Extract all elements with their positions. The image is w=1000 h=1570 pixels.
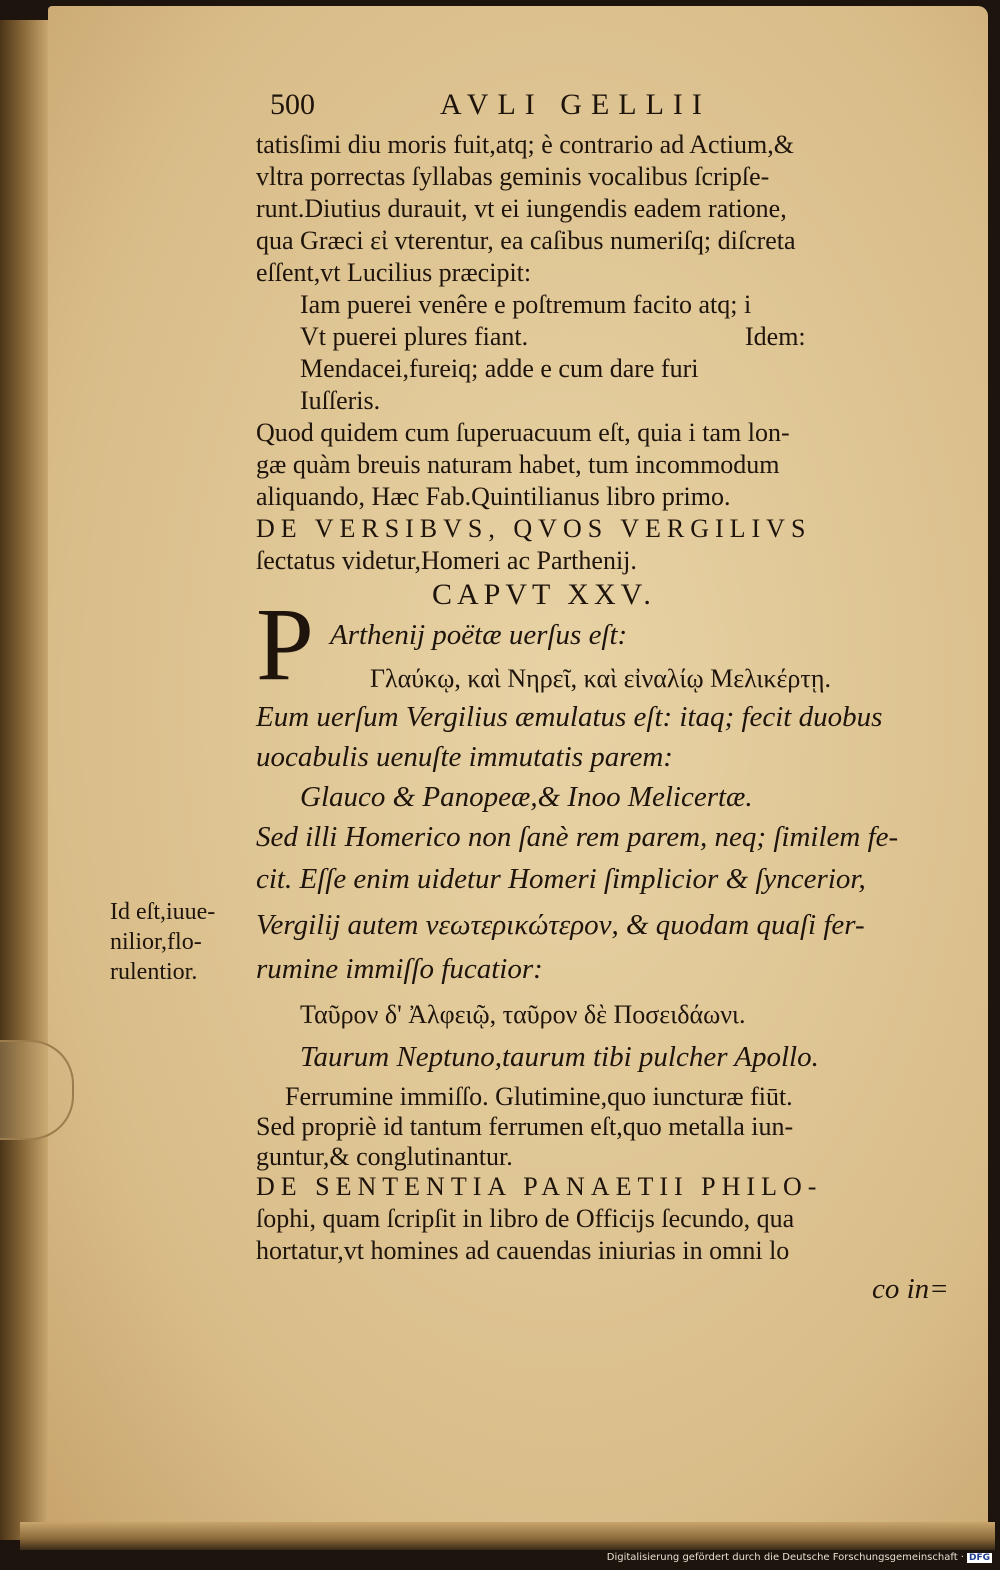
margin-note-line: rulentior.	[110, 959, 198, 985]
italic-line: Arthenij poëtæ uerſus eſt:	[330, 619, 628, 651]
next-chapter-title-line: hortatur,vt homines ad cauendas iniurias in omni lo	[256, 1236, 790, 1265]
italic-line: Sed illi Homerico non ſanè rem parem, neq; ſimilem fe-	[256, 821, 899, 853]
italic-line: Eum uerſum Vergilius æmulatus eſt: itaq; fecit duobus	[256, 701, 883, 733]
greek-line: Ταῦρον δ' Ἀλφειῷ, ταῦρον δὲ Ποσειδάωνι.	[300, 1000, 746, 1029]
text-line: vltra porrectas ſyllabas geminis vocalibus ſcripſe-	[256, 162, 770, 191]
text-line: tatisſimi diu moris fuit,atq; è contrario ad Actium,&	[256, 130, 794, 159]
verse-line: Iuſſeris.	[300, 386, 381, 415]
verse-idem: Idem:	[745, 322, 806, 351]
text-line: gæ quàm breuis naturam habet, tum incommodum	[256, 450, 780, 479]
text-line: qua Græci εἰ vterentur, ea caſibus numeriſq; diſcreta	[256, 226, 796, 255]
text-line: runt.Diutius durauit, vt ei iungendis eadem ratione,	[256, 194, 787, 223]
text-line: Ferrumine immiſſo. Glutimine,quo iuncturæ fiūt.	[285, 1082, 793, 1111]
margin-note-line: Id eſt,iuue-	[110, 899, 216, 925]
chapter-number: CAPVT XXV.	[432, 578, 656, 611]
running-head: AVLI GELLII	[440, 88, 711, 121]
margin-note-line: nilior,flo-	[110, 929, 202, 955]
italic-line: rumine immiſſo fucatior:	[256, 953, 543, 985]
chapter-subtitle: ſectatus videtur,Homeri ac Parthenij.	[256, 546, 637, 575]
text-line: eſſent,vt Lucilius præcipit:	[256, 258, 532, 287]
italic-line: Vergilij autem νεωτερικώτερον, & quodam quaſi fer-	[256, 909, 865, 941]
next-chapter-title-line: ſophi, quam ſcripſit in libro de Officijs ſecundo, qua	[256, 1204, 795, 1233]
clasp-tab	[0, 1040, 74, 1140]
chapter-title: DE VERSIBVS, QVOS VERGILIVS	[256, 514, 812, 543]
verse-line: Mendacei,fureiq; adde e cum dare furi	[300, 354, 699, 383]
folio-number: 500	[270, 88, 315, 121]
verse-line-italic: Taurum Neptuno,taurum tibi pulcher Apollo.	[300, 1041, 819, 1073]
dfg-logo: DFG	[968, 1553, 990, 1563]
text-line: Sed propriè id tantum ferrumen eſt,quo metalla iun-	[256, 1112, 794, 1141]
verse-line: Vt puerei plures fiant.	[300, 322, 529, 351]
verse-line: Iam puerei venêre e poſtremum facito atq; i	[300, 290, 752, 319]
text-line: aliquando, Hæc Fab.Quintilianus libro primo.	[256, 482, 731, 511]
drop-initial: P	[256, 587, 314, 702]
verse-line-italic: Glauco & Panopeæ,& Inoo Melicertæ.	[300, 781, 753, 813]
greek-line: Γλαύκῳ, καὶ Νηρεῖ, καὶ εἰναλίῳ Μελικέρτῃ.	[370, 664, 831, 693]
digitization-credit	[607, 1552, 992, 1563]
text-line: guntur,& conglutinantur.	[256, 1142, 513, 1171]
catchword: co in=	[872, 1273, 949, 1305]
italic-line: uocabulis uenuſte immutatis parem:	[256, 741, 673, 773]
page-bottom-edge	[20, 1522, 995, 1550]
credit-text: Digitalisierung gefördert durch die Deutsche Forschungsgemeinschaft ·	[606, 1552, 964, 1563]
next-chapter-title: DE SENTENTIA PANAETII PHILO-	[256, 1172, 823, 1201]
italic-line: cit. Eſſe enim uidetur Homeri ſimplicior & ſyncerior,	[256, 863, 866, 895]
text-line: Quod quidem cum ſuperuacuum eſt, quia i tam lon-	[256, 418, 790, 447]
